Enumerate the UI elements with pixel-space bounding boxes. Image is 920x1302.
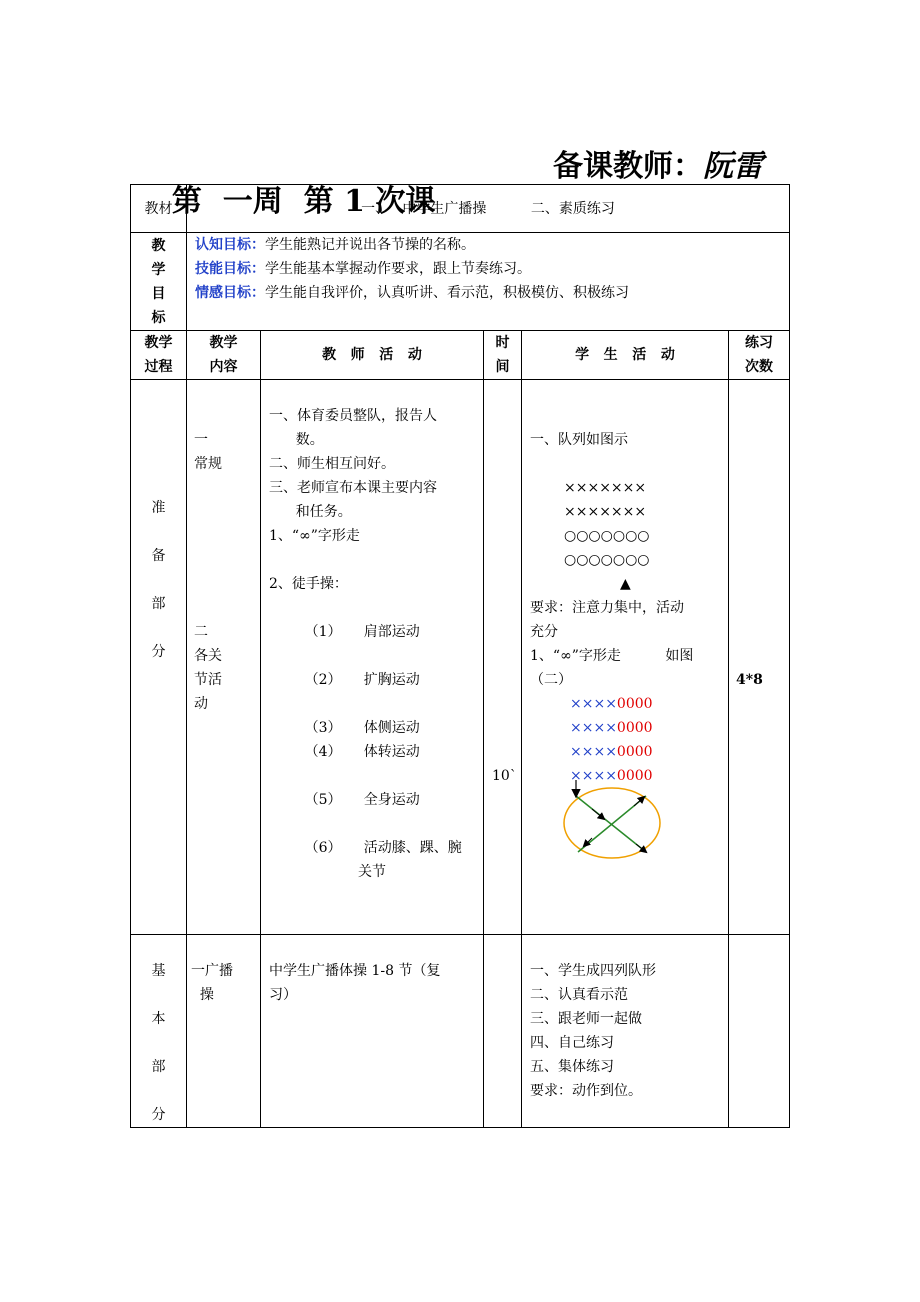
- objectives-label: 教 学 目 标: [131, 233, 187, 331]
- prep-stage: 准 备 部 分: [131, 380, 187, 935]
- figure8-path-diagram: [562, 780, 672, 860]
- teacher-activity-line: [269, 764, 483, 788]
- material-row: [131, 185, 790, 233]
- teacher-activity-line: 和任务。: [269, 504, 352, 520]
- figure8-caption: 1、“∞”字形走 如图: [530, 648, 694, 664]
- teacher-activity-line: （5） 全身运动: [269, 792, 420, 808]
- prep-reps: 4*8: [729, 380, 790, 935]
- teacher-activity-line: 二、师生相互问好。: [269, 456, 395, 472]
- col-process: 教学 过程: [131, 331, 187, 380]
- lesson-plan-table: [130, 184, 790, 1128]
- prep-time: 10`: [484, 380, 522, 935]
- basic-reps: [729, 935, 790, 1128]
- objectives-row: [131, 233, 790, 331]
- lesson-title: 第 一周 第 1 次课: [171, 184, 436, 219]
- teacher-activity-line: [269, 812, 483, 836]
- basic-teacher-activity: 中学生广播体操 1-8 节（复 习）: [261, 935, 484, 1128]
- prep-student-activity: [522, 380, 729, 935]
- teacher-marker: ▲: [620, 576, 631, 592]
- figure8-formation: [530, 692, 728, 788]
- col-teacher: 教 师 活 动: [261, 331, 484, 380]
- teacher-activity-line: [269, 596, 483, 620]
- teacher-activity-line: [269, 692, 483, 716]
- direction-arrow: [592, 809, 604, 819]
- teacher-activity-line: 三、老师宣布本课主要内容: [269, 480, 437, 496]
- formation-diagram: [530, 476, 728, 596]
- teacher-activity-line: （1） 肩部运动: [269, 624, 420, 640]
- col-reps: 练习 次数: [729, 331, 790, 380]
- teacher-activity-line: 1、“∞”字形走: [269, 528, 360, 544]
- col-content: 教学 内容: [187, 331, 261, 380]
- teacher-activity-line: 关节: [269, 864, 387, 880]
- basic-student-activity: 一、学生成四列队形 二、认真看示范 三、跟老师一起做 四、自己练习 五、集体练习 要求：动作到位。: [522, 935, 729, 1128]
- prep-content: 一 常规 二 各关 节活 动: [187, 380, 261, 935]
- header-row: [131, 331, 790, 380]
- material-label: 教材: [131, 185, 187, 233]
- figure-row: ××××0000: [570, 696, 653, 712]
- teacher-activity-line: （3） 体侧运动: [269, 720, 420, 736]
- figure8-caption: （二）: [530, 672, 572, 688]
- teacher-activity-line: （6） 活动膝、踝、腕: [269, 840, 462, 856]
- objective-skill: 技能目标：学生能基本掌握动作要求，跟上节奏练习。: [195, 261, 531, 277]
- requirement-line: 充分: [530, 624, 558, 640]
- direction-arrow: [634, 797, 644, 806]
- material-content: 一、 中学生广播操 二、素质练习: [187, 185, 790, 233]
- basic-stage: 基 本 部 分: [131, 935, 187, 1128]
- teacher-activity-line: [269, 644, 483, 668]
- teacher-activity-line: 2、徒手操：: [269, 576, 348, 592]
- teacher-label: 备课教师：: [553, 149, 703, 184]
- objective-cognitive: 认知目标：学生能熟记并说出各节操的名称。: [195, 237, 475, 253]
- basic-row: [131, 935, 790, 1128]
- teacher-activity-line: 一、体育委员整队，报告人: [269, 408, 437, 424]
- formation-row: ○○○○○○○: [564, 528, 650, 544]
- teacher-signature: 阮雷: [703, 149, 763, 184]
- requirement-line: 要求：注意力集中，活动: [530, 600, 684, 616]
- figure-row: ××××0000: [570, 720, 653, 736]
- figure-row: ××××0000: [570, 768, 653, 784]
- objectives-content: [187, 233, 790, 331]
- formation-row: ×××××××: [564, 504, 647, 520]
- basic-content: 一广播 操: [187, 935, 261, 1128]
- teacher-activity-line: [269, 548, 483, 572]
- prep-teacher-activity: [261, 380, 484, 935]
- col-student: 学 生 活 动: [522, 331, 729, 380]
- col-time: 时 间: [484, 331, 522, 380]
- objective-affective: 情感目标：学生能自我评价，认真听讲、看示范，积极模仿、积极练习: [195, 285, 629, 301]
- prep-row: [131, 380, 790, 935]
- teacher-activity-line: （2） 扩胸运动: [269, 672, 420, 688]
- formation-intro: 一、队列如图示: [530, 432, 628, 448]
- teacher-info: [553, 141, 763, 185]
- formation-row: ○○○○○○○: [564, 552, 650, 568]
- figure-row: ××××0000: [570, 744, 653, 760]
- basic-time: [484, 935, 522, 1128]
- formation-row: ×××××××: [564, 480, 647, 496]
- teacher-activity-line: 数。: [269, 432, 324, 448]
- teacher-activity-line: （4） 体转运动: [269, 744, 420, 760]
